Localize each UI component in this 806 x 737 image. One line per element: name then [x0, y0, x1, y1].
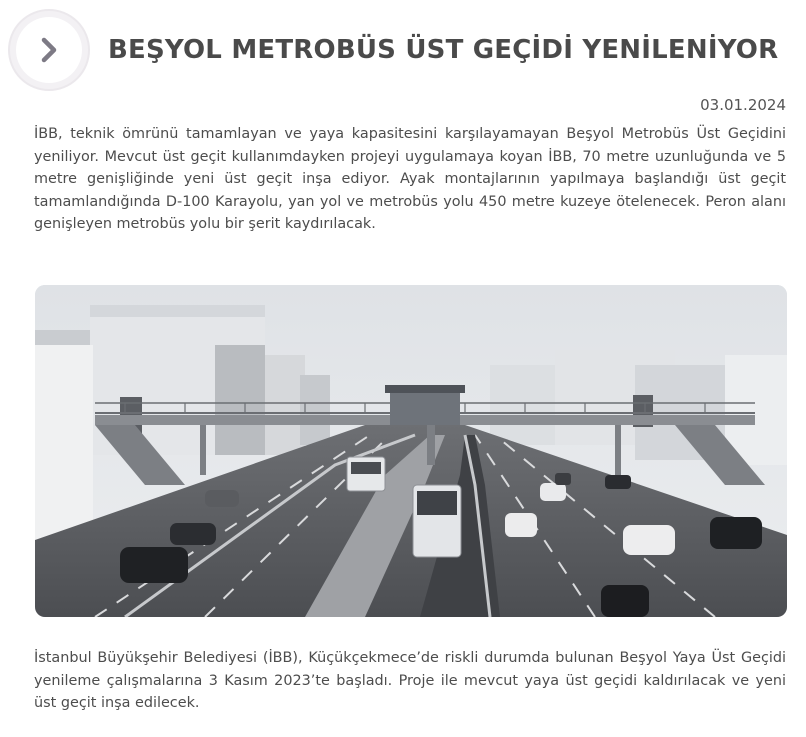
article-paragraph-1: İBB, teknik ömrünü tamamlayan ve yaya kapasitesini karşılayamayan Beşyol Metrobüs Üst Geçidini yeniliyor. Mevcut üst geçit kullanımdayken projeyi uygulamaya koyan İBB, 70 metre uzunluğunda ve 5 metre genişliğinde yeni üst geçit inşa ediyor. Ayak montajlarının yapılmaya başlandığı üst geçit tamamlandığında D-100 Karayolu, yan yol ve metrobüs yolu 450 metre kuzeye ötelenecek. Peron alanı genişleyen metrobüs yolu bir şerit kaydırılacak.	[34, 126, 786, 232]
article-paragraph-2: İstanbul Büyükşehir Belediyesi (İBB), Küçükçekmece’de riskli durumda bulunan Beşyol Yaya Üst Geçidi yenileme çalışmalarına 3 Kasım 2023’te başladı. Proje ile mevcut yaya üst geçidi kaldırılacak ve yeni üst geçit inşa edilecek.	[34, 650, 786, 711]
article-title: BEŞYOL METROBÜS ÜST GEÇİDİ YENİLENİYOR	[108, 35, 779, 65]
back-button[interactable]	[8, 9, 90, 91]
article-date: 03.01.2024	[700, 96, 786, 114]
chevron-right-icon	[34, 35, 64, 65]
overpass-rendering	[35, 285, 787, 617]
back-button-face[interactable]	[16, 17, 82, 83]
article-hero-image	[35, 285, 787, 617]
